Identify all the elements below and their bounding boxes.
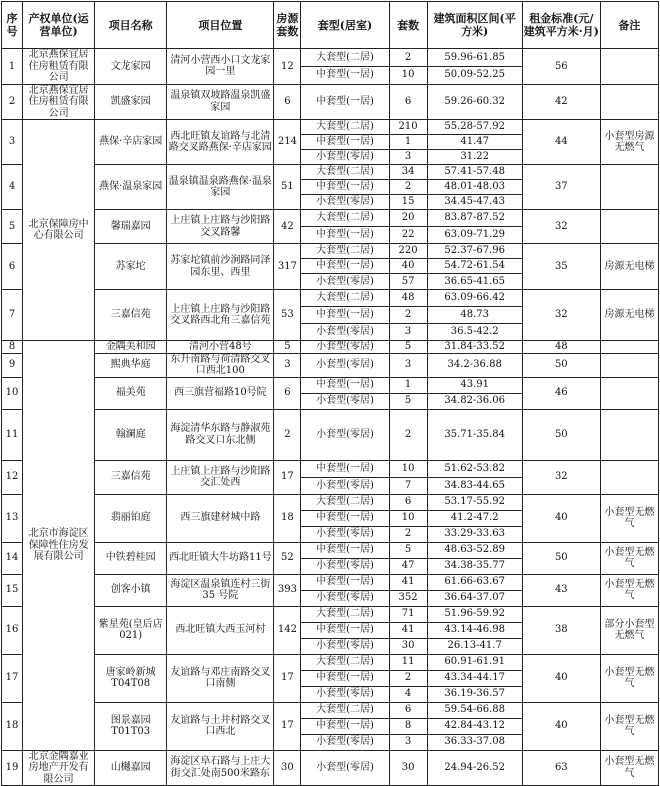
table-row: [2, 494, 659, 510]
remark: 部分小套型无燃气: [600, 606, 658, 654]
unit-type: 小套型(零居): [301, 393, 389, 409]
row-number: 11: [2, 409, 23, 460]
area-range: 36.64-37.07: [427, 590, 522, 606]
area-range: 43.14-46.98: [427, 622, 522, 638]
unit-count: 6: [389, 494, 427, 510]
unit-count: 352: [389, 590, 427, 606]
unit-total: 17: [274, 460, 301, 494]
table-row: [2, 165, 659, 180]
row-number: 10: [2, 377, 23, 409]
row-number: 1: [2, 49, 23, 85]
owner-cell: 北京保障房中心有限公司: [23, 120, 95, 341]
area-range: 60.91-61.91: [427, 654, 522, 670]
area-range: 51.96-59.92: [427, 606, 522, 622]
remark: [600, 210, 658, 244]
project-name: 馨瑞嘉园: [95, 210, 167, 244]
unit-type: 小套型(零居): [301, 195, 389, 210]
unit-count: 71: [389, 606, 427, 622]
project-name: 山樾嘉园: [95, 750, 167, 786]
unit-type: 小套型(零居): [301, 353, 389, 377]
unit-count: 1: [389, 377, 427, 393]
project-location: 上庄镇上庄路与沙阳路交叉路西北角三嘉信苑: [167, 290, 274, 341]
unit-type: 小套型(零居): [301, 686, 389, 702]
unit-count: 6: [389, 84, 427, 120]
rent-standard: 42: [522, 84, 600, 120]
header-cell: 产权单位(运营单位): [23, 2, 95, 49]
unit-count: 5: [389, 542, 427, 558]
project-name: 文龙家园: [95, 49, 167, 85]
unit-total: 6: [274, 84, 301, 120]
area-range: 33.29-33.63: [427, 526, 522, 542]
unit-count: 47: [389, 558, 427, 574]
area-range: 36.19-36.57: [427, 686, 522, 702]
remark: [600, 84, 658, 120]
unit-count: 2: [389, 409, 427, 460]
project-location: 上庄镇上庄路与沙阳路交汇处西: [167, 460, 274, 494]
remark: [600, 165, 658, 210]
area-range: 48.73: [427, 307, 522, 324]
unit-type: 大套型(二居): [301, 244, 389, 259]
unit-total: 18: [274, 494, 301, 542]
unit-type: 中套型(一居): [301, 135, 389, 150]
rent-standard: 32: [522, 210, 600, 244]
unit-count: 4: [389, 686, 427, 702]
unit-count: 20: [389, 210, 427, 227]
row-number: 15: [2, 574, 23, 606]
table-row: [2, 290, 659, 307]
unit-count: 6: [389, 702, 427, 718]
row-number: 18: [2, 702, 23, 750]
area-range: 59.26-60.32: [427, 84, 522, 120]
rent-standard: 35: [522, 244, 600, 290]
remark: 小套型无燃气: [600, 654, 658, 702]
unit-count: 48: [389, 290, 427, 307]
rent-standard: 40: [522, 494, 600, 542]
area-range: 36.65-41.65: [427, 274, 522, 290]
unit-total: 17: [274, 702, 301, 750]
area-range: 34.83-44.65: [427, 477, 522, 494]
row-number: 7: [2, 290, 23, 341]
unit-type: 小套型(零居): [301, 750, 389, 786]
remark: [600, 377, 658, 409]
row-number: 4: [2, 165, 23, 210]
table-row: [2, 49, 659, 67]
remark: 小套型无燃气: [600, 574, 658, 606]
project-location: 西三旗建材城中路: [167, 494, 274, 542]
rent-standard: 50: [522, 409, 600, 460]
unit-type: 小套型(零居): [301, 477, 389, 494]
unit-type: 大套型(二居): [301, 654, 389, 670]
project-name: 福美苑: [95, 377, 167, 409]
unit-total: 52: [274, 542, 301, 574]
project-location: 上庄镇上庄路与沙阳路交叉路馨: [167, 210, 274, 244]
remark: [600, 341, 658, 354]
project-name: 三嘉信苑: [95, 290, 167, 341]
unit-type: 中套型(一居): [301, 227, 389, 244]
project-location: 西北旺镇大牛坊路11号: [167, 542, 274, 574]
owner-cell: 北京金隅嘉业房地产开发有限公司: [23, 750, 95, 786]
header-cell: 房源套数: [274, 2, 301, 49]
project-location: 东升南路与荷清路交叉口西北100: [167, 353, 274, 377]
project-location: 西北旺镇大西玉河村: [167, 606, 274, 654]
unit-total: 5: [274, 341, 301, 354]
unit-total: 51: [274, 165, 301, 210]
remark: 房源无电梯: [600, 290, 658, 341]
unit-count: 5: [389, 341, 427, 354]
unit-count: 22: [389, 227, 427, 244]
remark: 小套型无燃气: [600, 750, 658, 786]
rent-standard: 43: [522, 574, 600, 606]
unit-type: 中套型(一居): [301, 718, 389, 734]
project-location: 海淀区阜石路与上庄大街交汇处南500米路东: [167, 750, 274, 786]
table-row: [2, 750, 659, 786]
unit-total: 12: [274, 49, 301, 85]
unit-count: 10: [389, 66, 427, 84]
unit-type: 中套型(一居): [301, 460, 389, 477]
area-range: 50.09-52.25: [427, 66, 522, 84]
unit-total: 214: [274, 120, 301, 165]
project-location: 海淀区温泉镇连村三街 35 号院: [167, 574, 274, 606]
area-range: 48.63-52.89: [427, 542, 522, 558]
unit-count: 1: [389, 135, 427, 150]
project-location: 清河小营西小口文龙家园一里: [167, 49, 274, 85]
unit-type: 大套型(二居): [301, 702, 389, 718]
area-range: 54.72-61.54: [427, 259, 522, 274]
area-range: 41.2-47.2: [427, 510, 522, 526]
row-number: 12: [2, 460, 23, 494]
unit-type: 小套型(零居): [301, 150, 389, 165]
area-range: 35.71-35.84: [427, 409, 522, 460]
unit-type: 中套型(一居): [301, 574, 389, 590]
unit-count: 220: [389, 244, 427, 259]
unit-type: 中套型(一居): [301, 84, 389, 120]
project-name: 图景嘉园T01T03: [95, 702, 167, 750]
project-location: 友谊路与邓庄南路交叉口南侧: [167, 654, 274, 702]
row-number: 13: [2, 494, 23, 542]
housing-table: [1, 1, 659, 786]
unit-count: 30: [389, 750, 427, 786]
row-number: 5: [2, 210, 23, 244]
table-row: [2, 460, 659, 477]
unit-type: 小套型(零居): [301, 526, 389, 542]
area-range: 55.28-57.92: [427, 120, 522, 135]
unit-total: 42: [274, 210, 301, 244]
rent-standard: 37: [522, 165, 600, 210]
project-name: 翡丽铂庭: [95, 494, 167, 542]
project-location: 西北旺镇友谊路与北清路交叉路燕保·辛店家园: [167, 120, 274, 165]
unit-type: 大套型(二居): [301, 606, 389, 622]
table-row: [2, 120, 659, 135]
area-range: 61.66-63.67: [427, 574, 522, 590]
area-range: 63.09-66.42: [427, 290, 522, 307]
area-range: 43.34-44.17: [427, 670, 522, 686]
unit-type: 中套型(一居): [301, 670, 389, 686]
rent-standard: 40: [522, 654, 600, 702]
header-cell: 套型(居室): [301, 2, 389, 49]
owner-cell: 北京市海淀区保障性住房发展有限公司: [23, 341, 95, 751]
unit-type: 中套型(一居): [301, 307, 389, 324]
unit-type: 小套型(零居): [301, 734, 389, 750]
unit-total: 317: [274, 244, 301, 290]
table-row: [2, 542, 659, 558]
area-range: 51.62-53.82: [427, 460, 522, 477]
unit-count: 40: [389, 259, 427, 274]
table-row: [2, 409, 659, 460]
area-range: 43.91: [427, 377, 522, 393]
unit-count: 30: [389, 638, 427, 654]
table-row: [2, 377, 659, 393]
unit-type: 小套型(零居): [301, 324, 389, 341]
unit-type: 中套型(一居): [301, 180, 389, 195]
unit-type: 小套型(零居): [301, 409, 389, 460]
unit-total: 3: [274, 353, 301, 377]
header-cell: 套数: [389, 2, 427, 49]
unit-count: 2: [389, 307, 427, 324]
area-range: 34.2-36.88: [427, 353, 522, 377]
unit-count: 210: [389, 120, 427, 135]
table-row: [2, 341, 659, 354]
table-row: [2, 702, 659, 718]
unit-count: 3: [389, 324, 427, 341]
row-number: 6: [2, 244, 23, 290]
unit-count: 11: [389, 654, 427, 670]
project-name: 燕保·辛店家园: [95, 120, 167, 165]
unit-total: 30: [274, 750, 301, 786]
unit-count: 34: [389, 165, 427, 180]
row-number: 9: [2, 353, 23, 377]
area-range: 42.84-43.12: [427, 718, 522, 734]
project-name: 苏家坨: [95, 244, 167, 290]
area-range: 26.13-41.7: [427, 638, 522, 654]
area-range: 24.94-26.52: [427, 750, 522, 786]
unit-type: 小套型(零居): [301, 638, 389, 654]
project-location: 海淀清华东路与静淑苑路交叉口东北侧: [167, 409, 274, 460]
unit-count: 2: [389, 49, 427, 67]
project-location: 苏家坨镇前沙涧路同泽园东里、西里: [167, 244, 274, 290]
remark: [600, 353, 658, 377]
header-row: [2, 2, 659, 49]
unit-count: 41: [389, 574, 427, 590]
project-name: 三嘉信苑: [95, 460, 167, 494]
header-cell: 建筑面积区间(平方米): [427, 2, 522, 49]
unit-count: 57: [389, 274, 427, 290]
unit-total: 393: [274, 574, 301, 606]
unit-count: 2: [389, 526, 427, 542]
table-row: [2, 606, 659, 622]
owner-cell: 北京燕保宜居住房租赁有限公司: [23, 49, 95, 85]
remark: 房源无电梯: [600, 244, 658, 290]
unit-count: 2: [389, 180, 427, 195]
unit-type: 中套型(一居): [301, 259, 389, 274]
table-body: [2, 49, 659, 786]
header-cell: 备注: [600, 2, 658, 49]
remark: 小套型无燃气: [600, 542, 658, 574]
unit-total: 2: [274, 409, 301, 460]
rent-standard: 32: [522, 290, 600, 341]
area-range: 57.41-57.48: [427, 165, 522, 180]
unit-type: 中套型(一居): [301, 377, 389, 393]
unit-total: 17: [274, 654, 301, 702]
rent-standard: 50: [522, 353, 600, 377]
unit-type: 中套型(一居): [301, 66, 389, 84]
area-range: 34.45-47.43: [427, 195, 522, 210]
project-name: 燕保·温泉家园: [95, 165, 167, 210]
unit-type: 中套型(一居): [301, 622, 389, 638]
unit-type: 大套型(二居): [301, 290, 389, 307]
project-name: 唐家岭新城T04T08: [95, 654, 167, 702]
remark: 小套型房源无燃气: [600, 120, 658, 165]
rent-standard: 32: [522, 460, 600, 494]
unit-type: 小套型(零居): [301, 558, 389, 574]
rent-standard: 50: [522, 542, 600, 574]
unit-type: 大套型(二居): [301, 120, 389, 135]
remark: 小套型无燃气: [600, 494, 658, 542]
project-name: 翰澜庭: [95, 409, 167, 460]
remark: [600, 49, 658, 85]
unit-count: 5: [389, 393, 427, 409]
project-location: 温泉镇双坡路温泉凯盛家园: [167, 84, 274, 120]
unit-count: 41: [389, 622, 427, 638]
area-range: 59.54-66.88: [427, 702, 522, 718]
unit-type: 小套型(零居): [301, 341, 389, 354]
rent-standard: 56: [522, 49, 600, 85]
row-number: 16: [2, 606, 23, 654]
unit-type: 小套型(零居): [301, 590, 389, 606]
unit-type: 大套型(二居): [301, 49, 389, 67]
area-range: 53.17-55.92: [427, 494, 522, 510]
row-number: 19: [2, 750, 23, 786]
project-name: 中铁碧桂园: [95, 542, 167, 574]
unit-count: 10: [389, 460, 427, 477]
unit-type: 中套型(一居): [301, 542, 389, 558]
remark: [600, 409, 658, 460]
area-range: 34.82-36.06: [427, 393, 522, 409]
table-row: [2, 574, 659, 590]
area-range: 48.01-48.03: [427, 180, 522, 195]
project-name: 金隅美和园: [95, 341, 167, 354]
unit-count: 3: [389, 353, 427, 377]
project-location: 友谊路与土井村路交叉口西北: [167, 702, 274, 750]
rent-standard: 63: [522, 750, 600, 786]
unit-type: 大套型(二居): [301, 494, 389, 510]
rent-standard: 38: [522, 606, 600, 654]
row-number: 2: [2, 84, 23, 120]
area-range: 63.09-71.29: [427, 227, 522, 244]
unit-count: 8: [389, 718, 427, 734]
unit-type: 大套型(二居): [301, 210, 389, 227]
rent-standard: 40: [522, 702, 600, 750]
row-number: 8: [2, 341, 23, 354]
project-name: 创客小镇: [95, 574, 167, 606]
unit-count: 3: [389, 150, 427, 165]
table-row: [2, 654, 659, 670]
table-row: [2, 210, 659, 227]
unit-count: 10: [389, 510, 427, 526]
remark: 小套型无燃气: [600, 702, 658, 750]
area-range: 36.33-37.08: [427, 734, 522, 750]
header-cell: 项目名称: [95, 2, 167, 49]
project-name: 紫星苑(皇后店021): [95, 606, 167, 654]
area-range: 34.38-35.77: [427, 558, 522, 574]
unit-total: 6: [274, 377, 301, 409]
project-location: 清河小营48号: [167, 341, 274, 354]
project-location: 温泉镇温泉路燕保·温泉家园: [167, 165, 274, 210]
project-name: 熙典华庭: [95, 353, 167, 377]
unit-type: 大套型(二居): [301, 165, 389, 180]
unit-count: 15: [389, 195, 427, 210]
area-range: 36.5-42.2: [427, 324, 522, 341]
area-range: 59.96-61.85: [427, 49, 522, 67]
row-number: 3: [2, 120, 23, 165]
project-name: 凯盛家园: [95, 84, 167, 120]
unit-count: 2: [389, 670, 427, 686]
unit-count: 7: [389, 477, 427, 494]
row-number: 14: [2, 542, 23, 574]
area-range: 31.22: [427, 150, 522, 165]
remark: [600, 460, 658, 494]
unit-total: 142: [274, 606, 301, 654]
owner-cell: 北京燕保宜居住房租赁有限公司: [23, 84, 95, 120]
header-cell: 序号: [2, 2, 23, 49]
table-row: [2, 84, 659, 120]
project-location: 西三旗营福路10号院: [167, 377, 274, 409]
unit-type: 小套型(零居): [301, 274, 389, 290]
area-range: 83.87-87.52: [427, 210, 522, 227]
rent-standard: 46: [522, 377, 600, 409]
unit-total: 53: [274, 290, 301, 341]
rent-standard: 48: [522, 341, 600, 354]
table-row: [2, 353, 659, 377]
unit-count: 3: [389, 734, 427, 750]
header-cell: 租金标准(元/建筑平方米·月): [522, 2, 600, 49]
row-number: 17: [2, 654, 23, 702]
area-range: 31.84-33.52: [427, 341, 522, 354]
header-cell: 项目位置: [167, 2, 274, 49]
area-range: 52.37-67.96: [427, 244, 522, 259]
rent-standard: 44: [522, 120, 600, 165]
unit-type: 中套型(一居): [301, 510, 389, 526]
area-range: 41.47: [427, 135, 522, 150]
table-row: [2, 244, 659, 259]
